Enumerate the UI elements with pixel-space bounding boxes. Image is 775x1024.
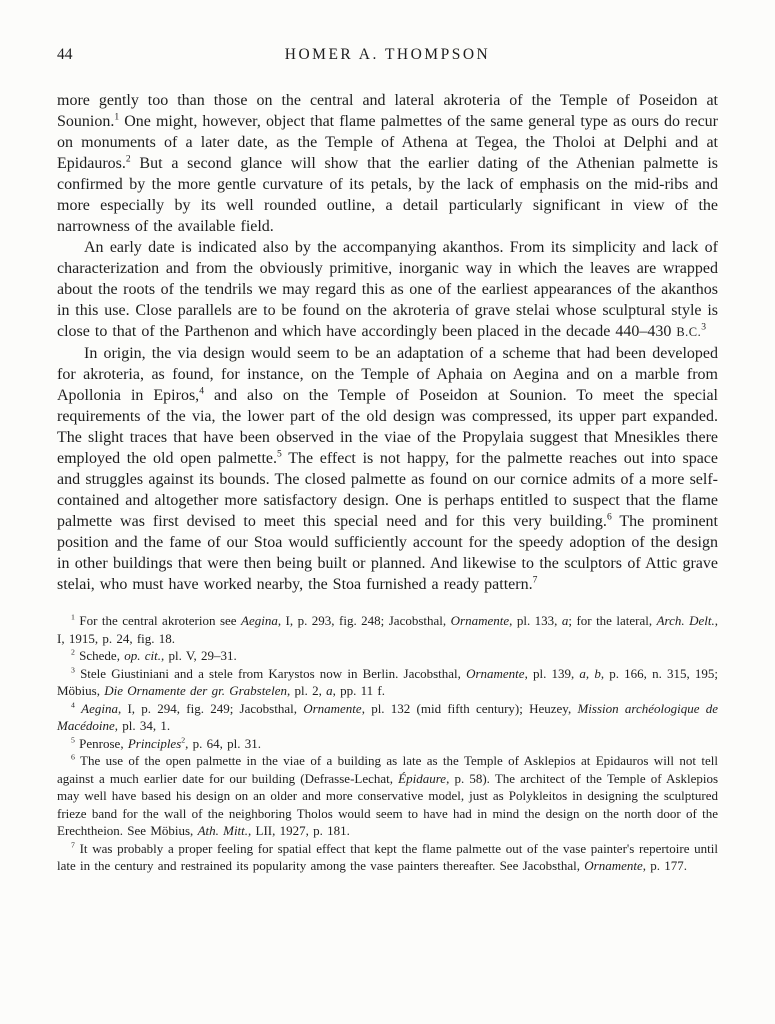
text-run: a: [561, 613, 569, 628]
text-run: Penrose,: [74, 735, 128, 751]
text-run: Épidaure: [398, 770, 447, 786]
text-run: , I, 1915, p. 24, fig. 18.: [57, 613, 718, 646]
text-run: Ornamente: [584, 858, 643, 873]
superscript-ref: 3: [71, 665, 75, 675]
text-run: For the central akroterion see: [74, 613, 242, 628]
text-run: But a second glance will show that the earlier dating of the Athenian palmette is confirmed by the more gentle curvature of its petals, by the lack of emphasis on the mid-ribs and more especially by its well rounded outline, a detail particularly significant in view of the narrowness of the available field.: [57, 155, 718, 235]
text-run: , p. 177.: [642, 858, 687, 873]
text-run: Aegina: [81, 700, 118, 716]
text-run: , I, p. 294, fig. 249; Jacobsthal,: [117, 700, 304, 716]
superscript-ref: 7: [71, 840, 75, 850]
text-run: Aegina: [241, 613, 278, 628]
text-run: , pl. 132 (mid fifth century); Heuzey,: [361, 700, 578, 716]
paragraph: [57, 343, 718, 595]
text-run: , pl. 34, 1.: [114, 718, 171, 733]
body-text: [57, 90, 718, 595]
text-run: , LII, 1927, p. 181.: [248, 823, 350, 838]
text-run: Mission archéologique de Macédoine: [57, 700, 718, 733]
superscript-ref: 6: [71, 752, 75, 762]
text-run: a: [326, 683, 333, 698]
text-run: op. cit.: [124, 648, 161, 663]
text-run: , pl. 2,: [286, 683, 327, 698]
superscript-ref: 4: [199, 385, 204, 397]
footnote: [57, 752, 718, 840]
text-run: , p. 64, pl. 31.: [185, 735, 262, 751]
text-run: , p. 58). The architect of the Temple of Asklepios may well have based his design on an older and more conservative model, just as Polykleitos in designing the sculptured frieze band for the wall of the neighboring Tholos would seem to have had in mind the design on the north door of the Erechtheion. See Möbius,: [57, 770, 719, 838]
footnotes-section: [57, 612, 718, 875]
text-run: The effect is not happy, for the palmette reaches out into space and struggles against its bounds. The closed palmette as found on our cornice admits of a more self-contained and altogether more satisfactory design. One is perhaps entitled to suspect that the flame palmette was first devised to meet this special need and for this very building.: [57, 450, 719, 530]
text-run: Stele Giustiniani and a stele from Karystos now in Berlin. Jacobsthal,: [74, 665, 467, 681]
text-run: Ornamente: [450, 613, 510, 628]
superscript-ref: 5: [71, 735, 75, 745]
running-header-title: HOMER A. THOMPSON: [284, 46, 491, 63]
paragraph: [57, 90, 718, 237]
footnote: [57, 840, 718, 875]
text-run: , p. 166, n. 315, 195; Möbius,: [57, 665, 718, 698]
text-run: The prominent position and the fame of our Stoa would sufficiently account for the speedy adoption of the design in other buildings that were then being built or planned. And likewise to the sculptors of Attic grave stelai, who must have worked nearby, the Stoa furnished a ready pattern.: [57, 513, 718, 593]
footnote: [57, 647, 718, 665]
footnote: [57, 700, 718, 735]
text-run: An early date is indicated also by the accompanying akanthos. From its simplicity and lack of characterization and from the obviously primitive, inorganic way in which the leaves are wrapped about the roots of the tendrils we may regard this as one of the earliest appearances of the akanthos in this use. Close parallels are to be found on the akroteria of grave stelai whose sculptural style is close to that of the Parthenon and which have accordingly been placed in the decade 440–430: [57, 239, 718, 340]
superscript-ref: 2: [125, 153, 131, 165]
text-run: Schede,: [74, 648, 125, 663]
superscript-ref: 1: [114, 111, 120, 123]
text-run: In origin, the via design would seem to be an adaptation of a scheme that had been developed for akroteria, as found, for instance, on the Temple of Aphaia on Aegina and on a marble from Apollonia in Epiros,: [57, 345, 718, 404]
text-run: , pp. 11 f.: [332, 683, 385, 698]
text-run: and also on the Temple of Poseidon at Sounion. To meet the special requirements of the via, the lower part of the old design was compressed, its upper part expanded. The slight traces that have been observed in the viae of the Propylaia suggest that Mnesikles there employed the old open palmette.: [57, 387, 718, 467]
superscript-ref: 5: [277, 448, 282, 460]
superscript-ref: 2: [181, 735, 186, 745]
page-header: [57, 46, 718, 66]
text-run: ; for the lateral,: [568, 613, 657, 628]
footnote: [57, 665, 718, 700]
text-run: B.C.: [676, 325, 702, 339]
footnote: [57, 612, 718, 647]
text-run: more gently too than those on the central and lateral akroteria of the Temple of Poseidon at Sounion.: [57, 92, 718, 130]
footnote: [57, 735, 718, 753]
text-run: It was probably a proper feeling for spatial effect that kept the flame palmette out of the vase painter's repertoire until late in the century and restrained its popularity among the vase painters thereafter. See Jacobsthal,: [57, 840, 718, 873]
superscript-ref: 3: [701, 321, 707, 333]
text-run: Principles: [127, 735, 182, 751]
superscript-ref: 6: [606, 511, 612, 523]
text-run: , pl. V, 29–31.: [160, 648, 237, 663]
text-run: Ornamente: [466, 665, 525, 681]
paragraph: [57, 237, 718, 343]
text-run: Die Ornamente der gr. Grabstelen: [104, 683, 287, 698]
superscript-ref: 2: [71, 647, 75, 657]
text-run: Ath. Mitt.: [197, 823, 249, 838]
superscript-ref: 7: [532, 574, 538, 586]
text-run: , pl. 139,: [524, 665, 580, 681]
page-number: 44: [57, 46, 73, 63]
text-run: The use of the open palmette in the viae of a building as late as the Temple of Asklepios at Epidauros will not tell against a much earlier date for our building (Defrasse-Lechat,: [57, 753, 718, 786]
text-run: , pl. 133,: [509, 613, 562, 628]
text-run: One might, however, object that flame palmettes of the same general type as ours do recur on monuments of a later date, as the Temple of Athena at Tegea, the Tholoi at Delphi and at Epidauros.: [57, 113, 718, 172]
text-run: Ornamente: [303, 700, 362, 716]
text-run: Arch. Delt.: [656, 613, 715, 628]
superscript-ref: 4: [71, 700, 75, 710]
text-run: a, b: [579, 665, 601, 681]
text-run: , I, p. 293, fig. 248; Jacobsthal,: [277, 613, 451, 628]
superscript-ref: 1: [71, 612, 75, 622]
